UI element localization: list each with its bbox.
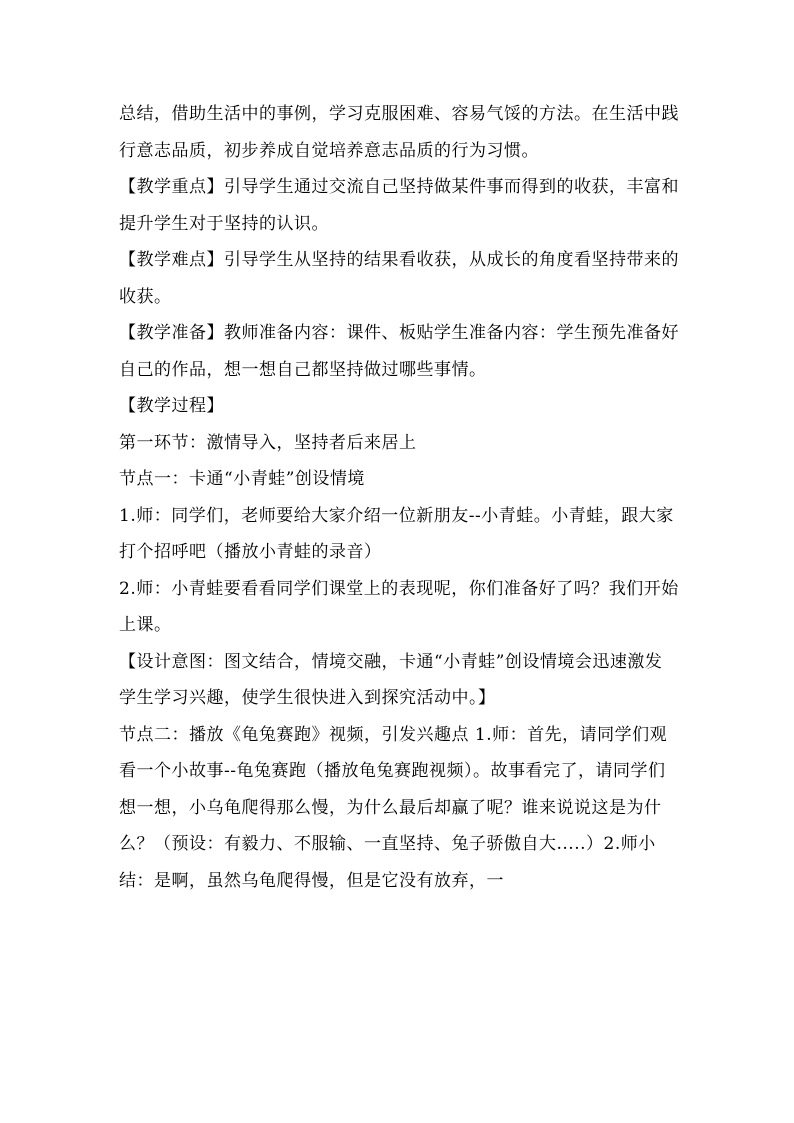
paragraph-preparation: 【教学准备】教师准备内容：课件、板贴学生准备内容：学生预先准备好自己的作品，想一想自己都坚持做过哪些事情。: [119, 323, 679, 380]
section-heading-process: 【教学过程】: [119, 396, 224, 416]
paragraph-node-two: 节点二：播放《龟兔赛跑》视频，引发兴趣点 1.师：首先，请同学们观看一个小故事--龟兔赛跑（播放龟兔赛跑视频）。故事看完了，请同学们想一想，小乌龟爬得那么慢，为什么最后却赢了呢？谁来说说这是为什么？（预设：有毅力、不服输、一直坚持、兔子骄傲自大.....）2.师小结：是啊，虽然乌龟爬得慢，但是它没有放弃，一: [119, 724, 668, 891]
paragraph-step-two: 2.师：小青蛙要看看同学们课堂上的表现呢，你们准备好了吗？我们开始上课。: [119, 578, 679, 635]
paragraph-stage-one: 第一环节：激情导入，坚持者后来居上: [119, 432, 417, 453]
paragraph-summary: 总结，借助生活中的事例，学习克服困难、容易气馁的方法。在生活中践行意志品质，初步养成自觉培养意志品质的行为习惯。: [119, 104, 679, 161]
paragraph-step-one: 1.师：同学们，老师要给大家介绍一位新朋友--小青蛙。小青蛙，跟大家打个招呼吧（播放小青蛙的录音）: [119, 505, 674, 562]
paragraph-design-intent: 【设计意图：图文结合，情境交融，卡通“小青蛙”创设情境会迅速激发学生学习兴趣，使学生很快进入到探究活动中。】: [119, 651, 663, 708]
paragraph-key-points: 【教学重点】引导学生通过交流自己坚持做某件事而得到的收获，丰富和提升学生对于坚持的认识。: [119, 177, 679, 234]
paragraph-node-one: 节点一：卡通“小青蛙”创设情境: [119, 469, 365, 489]
paragraph-difficulties: 【教学难点】引导学生从坚持的结果看收获，从成长的角度看坚持带来的收获。: [119, 250, 679, 307]
document-page: [119, 96, 679, 899]
